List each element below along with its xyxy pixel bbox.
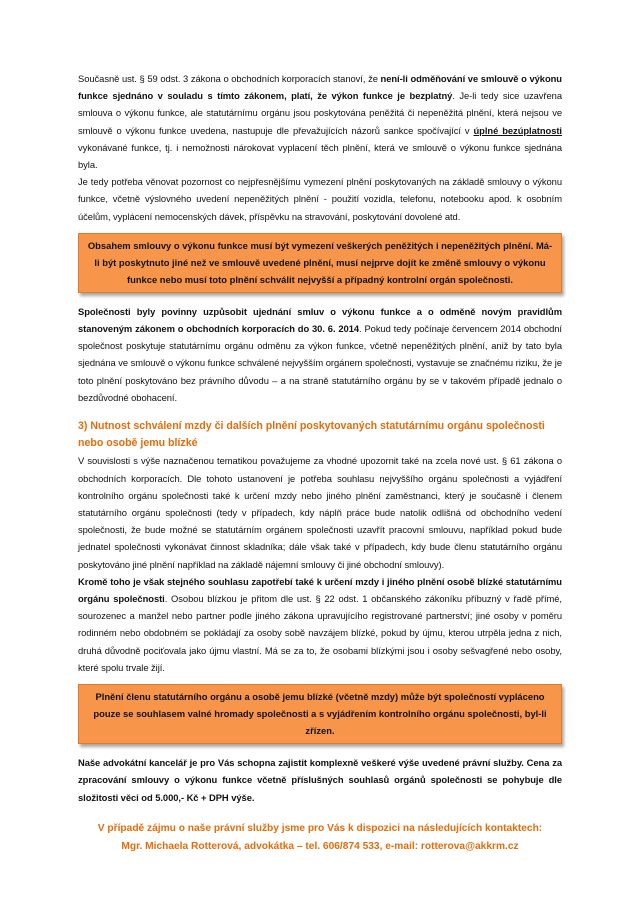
- callout-text: Obsahem smlouvy o výkonu funkce musí být vymezení veškerých peněžitých i nepeněžitých plnění. Má-li být poskytnuto jiné než ve smlouvě uvedené plnění, musí nejprve dojít ke změně smlouvy o výkonu funkce nebo musí toto plnění schválit nejvyšší a případný kontrolní orgán společnosti.: [87, 239, 553, 285]
- bold-text: Kromě toho je však stejného souhlasu zapotřebí také k určení mzdy i jiného plnění osobě blízké statutárnímu orgánu společnosti: [78, 575, 562, 605]
- text-run: vykonávané funkce, tj. i nemožnosti nárokovat vyplacení těch plnění, která ve smlouvě o výkonu funkce sjednána byla.: [78, 141, 562, 171]
- document-page: [78, 70, 562, 856]
- section-heading: 3) Nutnost schválení mzdy či dalších plnění poskytovaných statutárnímu orgánu společnosti nebo osobě jemu blízké: [78, 420, 545, 450]
- callout-text: Plnění členu statutárního orgánu a osobě jemu blízké (včetně mzdy) může být společností vypláceno pouze se souhlasem valné hromady společnosti a s vyjádřením kontrolního orgánu společnosti, byl-li zřízen.: [93, 691, 547, 737]
- callout-box-obsah-smlouvy: [78, 233, 562, 293]
- bold-text: Společnosti byly povinny uzpůsobit ujednání smluv o výkonu funkce a o odměně novým pravidlům stanoveným zákonem o obchodních korporacích do 30. 6. 2014: [78, 305, 562, 335]
- paragraph-bezplatnost: [78, 70, 562, 173]
- text-run: . Pokud tedy počínaje červencem 2014 obchodní společnost poskytuje statutárnímu orgánu odměnu za výkon funkce, včetně nepeněžitých plnění, aniž by tato byla sjednána ve smlouvě o výkonu funkce schválené nejvyšším orgánem společnosti, vystavuje se značnému riziku, že je toto plnění poskytováno bez právního důvodu – a na straně statutárního orgánu by se v takovém případě jednalo o bezdůvodné obohacení.: [78, 323, 562, 403]
- contact-line-1: V případě zájmu o naše právní služby jsme pro Vás k dispozici na následujících kontaktech:: [97, 822, 543, 834]
- bold-text: není-li odměňování ve smlouvě o výkonu funkce sjednáno v souladu s tímto zákonem, platí, že výkon funkce je bezplatný: [78, 73, 562, 102]
- callout-box-souhlas: [78, 684, 562, 744]
- paragraph-ust-61: V souvislosti s výše naznačenou tematikou považujeme za vhodné upozornit také na zcela nové ust. § 61 zákona o obchodních korporacích. Dle tohoto ustanovení je potřeba souhlasu nejvyššího orgánu společnosti a vyjádření kontrolního orgánu společnosti také k určení mzdy nebo jiného plnění zaměstnanci, který je současně i členem statutárního orgánu společnosti (tedy v případech, kdy náplň práce bude natolik odlišná od obchodního vedení společnosti, že bude možné se statutárním orgánem společnosti uzavřít pracovní smlouvu, například pokud bude jednatel společnosti vykonávat činnost skladníka; dále však také v případech, kdy bude členu statutárního orgánu poskytováno jiné plnění například na základě nájemní smlouvy či jiné obchodní smlouvy).: [78, 455, 562, 570]
- underlined-bold-text: úplné bezúplatnosti: [473, 124, 562, 136]
- paragraph-osoba-blizka: [78, 573, 562, 676]
- paragraph-nabidka: Naše advokátní kancelář je pro Vás schopna zajistit komplexně veškeré výše uvedené právní služby. Cena za zpracování smlouvy o výkonu funkce včetně příslušných souhlasů orgánů společnosti se pohybuje dle složitosti věci od 5.000,- Kč + DPH výše.: [78, 757, 562, 803]
- contact-block: [78, 820, 562, 856]
- contact-line-2[interactable]: Mgr. Michaela Rotterová, advokátka – tel. 606/874 533, e-mail: rotterova@akkrm.cz: [121, 840, 519, 852]
- text-run: . Je-li tedy sice uzavřena smlouva o výkonu funkce, ale statutárnímu orgánu jsou poskytována peněžitá či nepeněžitá plnění, která nejsou ve smlouvě o výkonu funkce uvedena, nastupuje dle převažujících názorů sankce spočívající v: [78, 90, 562, 136]
- paragraph-vymezeni-plneni: Je tedy potřeba věnovat pozornost co nejpřesnějšímu vymezení plnění poskytovaných na základě smlouvy o výkonu funkce, včetně výslovného uvedení nepeněžitých plnění - použití vozidla, telefonu, notebooku apod. k osobním účelům, vyplácení nemocenských dávek, příspěvku na stravování, poskytování dovolené atd.: [78, 176, 562, 222]
- paragraph-lhuta: [78, 303, 562, 406]
- text-run: . Osobou blízkou je přitom dle ust. § 22 odst. 1 občanského zákoníku příbuzný v řadě přímé, sourozenec a manžel nebo partner podle jiného zákona upravujícího registrované partnerství; jiné osoby v poměru rodinném nebo obdobném se pokládají za osoby sobě navzájem blízké, pokud by újmu, kterou utrpěla jedna z nich, druhá důvodně pociťovala jako újmu vlastní. Má se za to, že osobami blízkými jsou i osoby sešvagřené nebo osoby, které spolu trvale žijí.: [78, 593, 562, 673]
- text-run: Současně ust. § 59 odst. 3 zákona o obchodních korporacích stanoví, že: [78, 73, 381, 84]
